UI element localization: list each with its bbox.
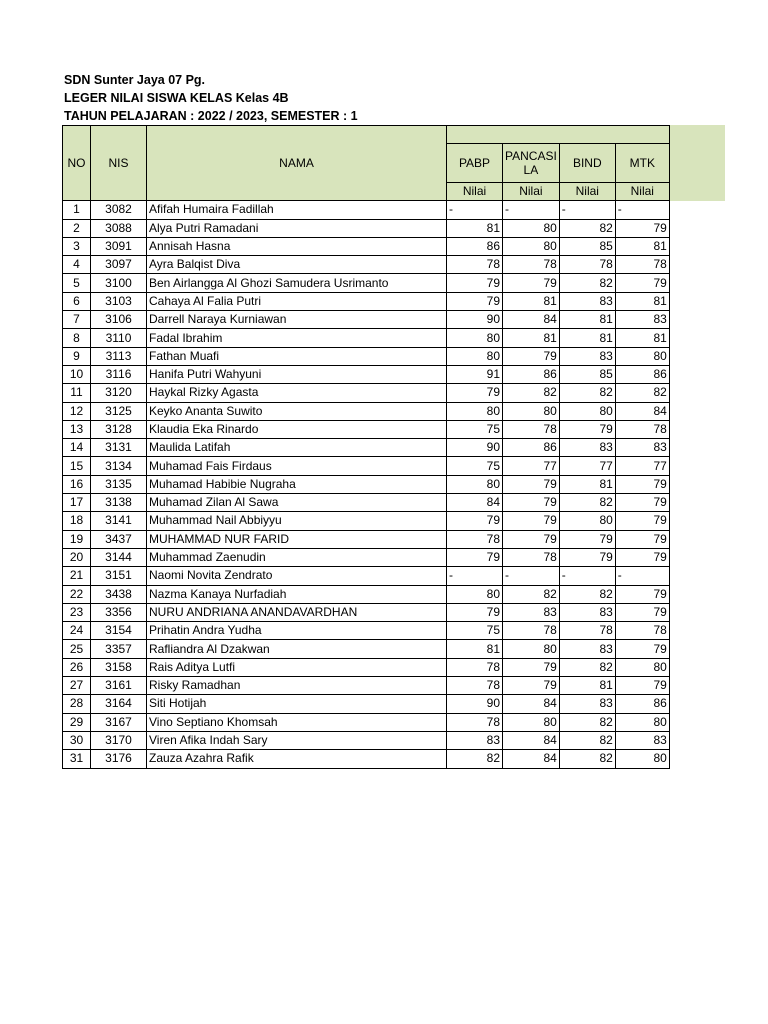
cell-pancasila: - bbox=[503, 201, 560, 219]
cell-nama: Rafliandra Al Dzakwan bbox=[147, 640, 447, 658]
cell-bind: 78 bbox=[559, 622, 615, 640]
cell-pancasila: 79 bbox=[503, 658, 560, 676]
cell-pabp: 90 bbox=[447, 695, 503, 713]
cell-pancasila: 79 bbox=[503, 274, 560, 292]
grades-table bbox=[62, 125, 670, 769]
cell-nis: 3135 bbox=[91, 475, 147, 493]
table-row bbox=[63, 731, 670, 749]
cell-pabp: 79 bbox=[447, 548, 503, 566]
cell-nis: 3176 bbox=[91, 750, 147, 768]
cell-bind: 79 bbox=[559, 420, 615, 438]
cell-bind: 82 bbox=[559, 750, 615, 768]
cell-nama: Zauza Azahra Rafik bbox=[147, 750, 447, 768]
cell-pancasila: 79 bbox=[503, 347, 560, 365]
cell-bind: 79 bbox=[559, 530, 615, 548]
cell-nama: Nazma Kanaya Nurfadiah bbox=[147, 585, 447, 603]
cell-pancasila: 79 bbox=[503, 494, 560, 512]
cell-bind: 83 bbox=[559, 695, 615, 713]
table-row bbox=[63, 530, 670, 548]
cell-nis: 3437 bbox=[91, 530, 147, 548]
cell-bind: 85 bbox=[559, 365, 615, 383]
cell-pabp: 79 bbox=[447, 603, 503, 621]
cell-nis: 3141 bbox=[91, 512, 147, 530]
cell-pabp: 80 bbox=[447, 329, 503, 347]
cell-bind: 80 bbox=[559, 402, 615, 420]
cell-pancasila: - bbox=[503, 567, 560, 585]
cell-mtk: 79 bbox=[615, 475, 669, 493]
cell-mtk: 82 bbox=[615, 384, 669, 402]
cell-bind: 82 bbox=[559, 384, 615, 402]
cell-pabp: 78 bbox=[447, 658, 503, 676]
cell-nis: 3438 bbox=[91, 585, 147, 603]
cell-nama: Haykal Rizky Agasta bbox=[147, 384, 447, 402]
cell-nis: 3113 bbox=[91, 347, 147, 365]
cell-no: 31 bbox=[63, 750, 91, 768]
cell-pancasila: 78 bbox=[503, 622, 560, 640]
cell-pancasila: 78 bbox=[503, 420, 560, 438]
cell-bind: 83 bbox=[559, 439, 615, 457]
cell-nama: Ayra Balqist Diva bbox=[147, 256, 447, 274]
cell-pancasila: 80 bbox=[503, 219, 560, 237]
cell-nis: 3167 bbox=[91, 713, 147, 731]
cell-mtk: 81 bbox=[615, 292, 669, 310]
cell-nama: Fadal Ibrahim bbox=[147, 329, 447, 347]
cell-bind: 82 bbox=[559, 219, 615, 237]
cell-nama: Darrell Naraya Kurniawan bbox=[147, 311, 447, 329]
cell-pancasila: 79 bbox=[503, 475, 560, 493]
cell-mtk: - bbox=[615, 201, 669, 219]
cell-pabp: 80 bbox=[447, 402, 503, 420]
cell-pancasila: 86 bbox=[503, 439, 560, 457]
cell-pancasila: 80 bbox=[503, 640, 560, 658]
cell-bind: 85 bbox=[559, 237, 615, 255]
cell-nis: 3103 bbox=[91, 292, 147, 310]
cell-mtk: 79 bbox=[615, 219, 669, 237]
table-row bbox=[63, 713, 670, 731]
cell-bind: 80 bbox=[559, 512, 615, 530]
cell-no: 14 bbox=[63, 439, 91, 457]
table-row bbox=[63, 548, 670, 566]
cell-pabp: 91 bbox=[447, 365, 503, 383]
cell-bind: - bbox=[559, 567, 615, 585]
cell-no: 22 bbox=[63, 585, 91, 603]
cell-bind: 82 bbox=[559, 658, 615, 676]
cell-pabp: 81 bbox=[447, 640, 503, 658]
cell-nama: Risky Ramadhan bbox=[147, 677, 447, 695]
cell-nis: 3125 bbox=[91, 402, 147, 420]
cell-mtk: 83 bbox=[615, 731, 669, 749]
cell-mtk: 79 bbox=[615, 494, 669, 512]
cell-pabp: 79 bbox=[447, 512, 503, 530]
cell-nama: Muhamad Habibie Nugraha bbox=[147, 475, 447, 493]
table-row bbox=[63, 384, 670, 402]
cell-bind: - bbox=[559, 201, 615, 219]
table-row bbox=[63, 475, 670, 493]
cell-mtk: 86 bbox=[615, 695, 669, 713]
cell-nis: 3134 bbox=[91, 457, 147, 475]
cell-nama: Klaudia Eka Rinardo bbox=[147, 420, 447, 438]
cell-nama: NURU ANDRIANA ANANDAVARDHAN bbox=[147, 603, 447, 621]
cell-pancasila: 80 bbox=[503, 237, 560, 255]
cell-pabp: 75 bbox=[447, 457, 503, 475]
cell-pancasila: 81 bbox=[503, 329, 560, 347]
cell-nama: Cahaya Al Falia Putri bbox=[147, 292, 447, 310]
cell-bind: 82 bbox=[559, 731, 615, 749]
cell-pabp: - bbox=[447, 201, 503, 219]
cell-pancasila: 84 bbox=[503, 731, 560, 749]
cell-pancasila: 84 bbox=[503, 311, 560, 329]
table-row bbox=[63, 347, 670, 365]
table-row bbox=[63, 329, 670, 347]
cell-nama: MUHAMMAD NUR FARID bbox=[147, 530, 447, 548]
cell-pabp: 79 bbox=[447, 292, 503, 310]
cell-mtk: 86 bbox=[615, 365, 669, 383]
cell-mtk: 79 bbox=[615, 640, 669, 658]
nilai-label-mtk: Nilai bbox=[615, 183, 669, 201]
cell-pabp: 75 bbox=[447, 622, 503, 640]
cell-pancasila: 80 bbox=[503, 402, 560, 420]
cell-no: 26 bbox=[63, 658, 91, 676]
cell-nis: 3106 bbox=[91, 311, 147, 329]
col-header-mtk: MTK bbox=[615, 144, 669, 183]
cell-pancasila: 77 bbox=[503, 457, 560, 475]
cell-pabp: 78 bbox=[447, 256, 503, 274]
cell-nama: Hanifa Putri Wahyuni bbox=[147, 365, 447, 383]
cell-no: 4 bbox=[63, 256, 91, 274]
col-header-no: NO bbox=[63, 126, 91, 201]
cell-no: 6 bbox=[63, 292, 91, 310]
nilai-label-pancasila: Nilai bbox=[503, 183, 560, 201]
cell-mtk: 83 bbox=[615, 311, 669, 329]
cell-mtk: 80 bbox=[615, 750, 669, 768]
cell-no: 28 bbox=[63, 695, 91, 713]
table-row bbox=[63, 439, 670, 457]
report-title: LEGER NILAI SISWA KELAS Kelas 4B bbox=[64, 91, 289, 105]
cell-nis: 3138 bbox=[91, 494, 147, 512]
table-row bbox=[63, 201, 670, 219]
cell-pabp: 78 bbox=[447, 530, 503, 548]
cell-pancasila: 79 bbox=[503, 512, 560, 530]
col-header-pancasila: PANCASI LA bbox=[503, 144, 560, 183]
cell-pabp: 75 bbox=[447, 420, 503, 438]
cell-bind: 82 bbox=[559, 494, 615, 512]
cell-mtk: 79 bbox=[615, 512, 669, 530]
table-row bbox=[63, 311, 670, 329]
cell-pabp: 80 bbox=[447, 475, 503, 493]
cell-no: 11 bbox=[63, 384, 91, 402]
cell-nis: 3158 bbox=[91, 658, 147, 676]
cell-nama: Alya Putri Ramadani bbox=[147, 219, 447, 237]
col-header-nis: NIS bbox=[91, 126, 147, 201]
table-row bbox=[63, 677, 670, 695]
cell-nis: 3151 bbox=[91, 567, 147, 585]
nilai-label-pabp: Nilai bbox=[447, 183, 503, 201]
cell-mtk: 78 bbox=[615, 420, 669, 438]
cell-no: 8 bbox=[63, 329, 91, 347]
cell-no: 7 bbox=[63, 311, 91, 329]
cell-nis: 3110 bbox=[91, 329, 147, 347]
cell-nis: 3088 bbox=[91, 219, 147, 237]
cell-no: 25 bbox=[63, 640, 91, 658]
cell-bind: 83 bbox=[559, 292, 615, 310]
cell-mtk: 83 bbox=[615, 439, 669, 457]
cell-mtk: 80 bbox=[615, 658, 669, 676]
cell-mtk: 79 bbox=[615, 274, 669, 292]
cell-pancasila: 86 bbox=[503, 365, 560, 383]
table-row bbox=[63, 567, 670, 585]
cell-bind: 81 bbox=[559, 329, 615, 347]
table-row bbox=[63, 494, 670, 512]
col-header-bind: BIND bbox=[559, 144, 615, 183]
cell-mtk: - bbox=[615, 567, 669, 585]
cell-nis: 3116 bbox=[91, 365, 147, 383]
cell-bind: 79 bbox=[559, 548, 615, 566]
cell-pabp: 84 bbox=[447, 494, 503, 512]
cell-mtk: 79 bbox=[615, 677, 669, 695]
table-row bbox=[63, 585, 670, 603]
cell-bind: 81 bbox=[559, 311, 615, 329]
cell-mtk: 79 bbox=[615, 530, 669, 548]
cell-mtk: 78 bbox=[615, 256, 669, 274]
cell-nama: Rais Aditya Lutfi bbox=[147, 658, 447, 676]
table-row bbox=[63, 365, 670, 383]
cell-nis: 3100 bbox=[91, 274, 147, 292]
cell-no: 2 bbox=[63, 219, 91, 237]
cell-pancasila: 79 bbox=[503, 677, 560, 695]
cell-nama: Muhamad Zilan Al Sawa bbox=[147, 494, 447, 512]
cell-no: 9 bbox=[63, 347, 91, 365]
cell-no: 12 bbox=[63, 402, 91, 420]
cell-pabp: 78 bbox=[447, 713, 503, 731]
table-row bbox=[63, 603, 670, 621]
cell-nama: Ben Airlangga Al Ghozi Samudera Usrimanto bbox=[147, 274, 447, 292]
cell-no: 20 bbox=[63, 548, 91, 566]
cell-nis: 3131 bbox=[91, 439, 147, 457]
cell-no: 3 bbox=[63, 237, 91, 255]
cell-pabp: 79 bbox=[447, 384, 503, 402]
academic-year: TAHUN PELAJARAN : 2022 / 2023, SEMESTER : 1 bbox=[64, 109, 358, 123]
cell-nis: 3097 bbox=[91, 256, 147, 274]
cell-no: 30 bbox=[63, 731, 91, 749]
cell-nama: Siti Hotijah bbox=[147, 695, 447, 713]
cell-nama: Prihatin Andra Yudha bbox=[147, 622, 447, 640]
cell-nama: Vino Septiano Khomsah bbox=[147, 713, 447, 731]
cell-nis: 3144 bbox=[91, 548, 147, 566]
cell-mtk: 81 bbox=[615, 329, 669, 347]
cell-mtk: 81 bbox=[615, 237, 669, 255]
cell-mtk: 79 bbox=[615, 585, 669, 603]
cell-nama: Muhammad Nail Abbiyyu bbox=[147, 512, 447, 530]
cell-nama: Afifah Humaira Fadillah bbox=[147, 201, 447, 219]
cell-nis: 3170 bbox=[91, 731, 147, 749]
cell-pabp: 82 bbox=[447, 750, 503, 768]
school-name: SDN Sunter Jaya 07 Pg. bbox=[64, 73, 206, 87]
cell-nis: 3120 bbox=[91, 384, 147, 402]
table-row bbox=[63, 512, 670, 530]
cell-pancasila: 78 bbox=[503, 256, 560, 274]
cell-bind: 82 bbox=[559, 274, 615, 292]
cell-bind: 83 bbox=[559, 603, 615, 621]
table-row bbox=[63, 292, 670, 310]
cell-bind: 77 bbox=[559, 457, 615, 475]
cell-no: 21 bbox=[63, 567, 91, 585]
cell-pabp: 81 bbox=[447, 219, 503, 237]
cell-pabp: 78 bbox=[447, 677, 503, 695]
table-row bbox=[63, 219, 670, 237]
cell-pancasila: 84 bbox=[503, 750, 560, 768]
table-row bbox=[63, 274, 670, 292]
cell-no: 23 bbox=[63, 603, 91, 621]
header-row-top bbox=[63, 126, 670, 144]
cell-pancasila: 84 bbox=[503, 695, 560, 713]
cell-pabp: 80 bbox=[447, 585, 503, 603]
cell-pabp: 80 bbox=[447, 347, 503, 365]
cell-nis: 3082 bbox=[91, 201, 147, 219]
cell-mtk: 77 bbox=[615, 457, 669, 475]
cell-nis: 3154 bbox=[91, 622, 147, 640]
cell-no: 16 bbox=[63, 475, 91, 493]
cell-bind: 83 bbox=[559, 640, 615, 658]
cell-no: 19 bbox=[63, 530, 91, 548]
table-row bbox=[63, 658, 670, 676]
cell-bind: 83 bbox=[559, 347, 615, 365]
cell-bind: 82 bbox=[559, 585, 615, 603]
cell-pancasila: 79 bbox=[503, 530, 560, 548]
cell-bind: 81 bbox=[559, 677, 615, 695]
cell-nama: Naomi Novita Zendrato bbox=[147, 567, 447, 585]
cell-nis: 3091 bbox=[91, 237, 147, 255]
table-row bbox=[63, 237, 670, 255]
cell-pancasila: 82 bbox=[503, 384, 560, 402]
cell-nama: Fathan Muafi bbox=[147, 347, 447, 365]
cell-no: 29 bbox=[63, 713, 91, 731]
cell-bind: 82 bbox=[559, 713, 615, 731]
cell-mtk: 80 bbox=[615, 347, 669, 365]
cell-mtk: 84 bbox=[615, 402, 669, 420]
cell-pancasila: 80 bbox=[503, 713, 560, 731]
cell-mtk: 79 bbox=[615, 603, 669, 621]
cell-no: 5 bbox=[63, 274, 91, 292]
cell-nis: 3356 bbox=[91, 603, 147, 621]
cell-no: 15 bbox=[63, 457, 91, 475]
subject-group-header bbox=[447, 126, 670, 144]
report-header bbox=[64, 71, 358, 125]
cell-nama: Annisah Hasna bbox=[147, 237, 447, 255]
cell-no: 1 bbox=[63, 201, 91, 219]
cell-nama: Maulida Latifah bbox=[147, 439, 447, 457]
cell-nis: 3128 bbox=[91, 420, 147, 438]
cell-bind: 78 bbox=[559, 256, 615, 274]
cell-nis: 3161 bbox=[91, 677, 147, 695]
table-row bbox=[63, 457, 670, 475]
cell-mtk: 78 bbox=[615, 622, 669, 640]
table-row bbox=[63, 622, 670, 640]
cell-nama: Keyko Ananta Suwito bbox=[147, 402, 447, 420]
cell-nis: 3164 bbox=[91, 695, 147, 713]
cell-no: 10 bbox=[63, 365, 91, 383]
col-header-pabp: PABP bbox=[447, 144, 503, 183]
cell-no: 17 bbox=[63, 494, 91, 512]
cell-pabp: - bbox=[447, 567, 503, 585]
cell-nama: Muhammad Zaenudin bbox=[147, 548, 447, 566]
cell-pancasila: 78 bbox=[503, 548, 560, 566]
table-row bbox=[63, 695, 670, 713]
table-row bbox=[63, 402, 670, 420]
cell-no: 18 bbox=[63, 512, 91, 530]
nilai-label-bind: Nilai bbox=[559, 183, 615, 201]
table-row bbox=[63, 750, 670, 768]
cell-no: 27 bbox=[63, 677, 91, 695]
table-row bbox=[63, 420, 670, 438]
cell-no: 13 bbox=[63, 420, 91, 438]
cell-pancasila: 83 bbox=[503, 603, 560, 621]
cell-pabp: 83 bbox=[447, 731, 503, 749]
col-header-nama: NAMA bbox=[147, 126, 447, 201]
cell-nis: 3357 bbox=[91, 640, 147, 658]
cell-mtk: 79 bbox=[615, 548, 669, 566]
cell-nama: Viren Afika Indah Sary bbox=[147, 731, 447, 749]
cell-pancasila: 81 bbox=[503, 292, 560, 310]
cell-no: 24 bbox=[63, 622, 91, 640]
cell-bind: 81 bbox=[559, 475, 615, 493]
table-row bbox=[63, 640, 670, 658]
cell-mtk: 80 bbox=[615, 713, 669, 731]
cell-pabp: 86 bbox=[447, 237, 503, 255]
table-row bbox=[63, 256, 670, 274]
cell-pabp: 90 bbox=[447, 439, 503, 457]
cell-nama: Muhamad Fais Firdaus bbox=[147, 457, 447, 475]
cell-pabp: 90 bbox=[447, 311, 503, 329]
cell-pabp: 79 bbox=[447, 274, 503, 292]
cell-pancasila: 82 bbox=[503, 585, 560, 603]
